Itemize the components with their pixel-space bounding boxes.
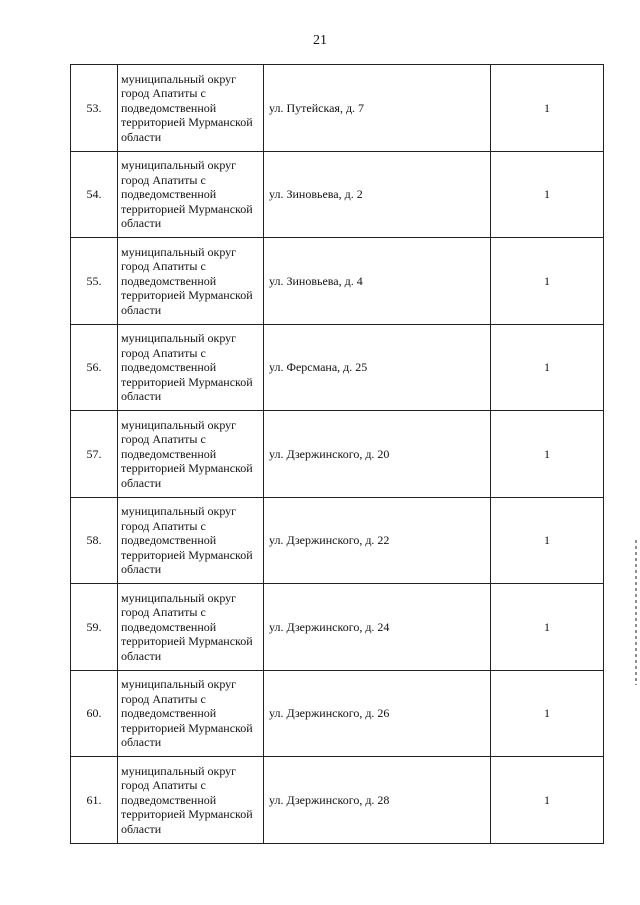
municipality-cell: муниципальный округ город Апатиты с подведомственной территорией Мурманской области [118,324,264,411]
municipality-cell: муниципальный округ город Апатиты с подведомственной территорией Мурманской области [118,65,264,152]
table-row [71,324,604,411]
table-row [71,151,604,238]
table-row [71,670,604,757]
quantity-cell: 1 [491,757,604,844]
municipality-cell: муниципальный округ город Апатиты с подведомственной территорией Мурманской области [118,584,264,671]
municipality-cell: муниципальный округ город Апатиты с подведомственной территорией Мурманской области [118,757,264,844]
address-cell: ул. Дзержинского, д. 22 [264,497,491,584]
quantity-cell: 1 [491,238,604,325]
row-number: 58. [71,497,118,584]
quantity-cell: 1 [491,497,604,584]
quantity-cell: 1 [491,670,604,757]
table-row [71,238,604,325]
row-number: 55. [71,238,118,325]
municipality-cell: муниципальный округ город Апатиты с подведомственной территорией Мурманской области [118,151,264,238]
scan-edge-mark [635,540,637,685]
municipality-cell: муниципальный округ город Апатиты с подведомственной территорией Мурманской области [118,670,264,757]
quantity-cell: 1 [491,151,604,238]
address-cell: ул. Дзержинского, д. 20 [264,411,491,498]
address-cell: ул. Зиновьева, д. 4 [264,238,491,325]
quantity-cell: 1 [491,584,604,671]
table-row [71,757,604,844]
municipality-cell: муниципальный округ город Апатиты с подведомственной территорией Мурманской области [118,411,264,498]
address-cell: ул. Ферсмана, д. 25 [264,324,491,411]
address-cell: ул. Дзержинского, д. 24 [264,584,491,671]
address-cell: ул. Дзержинского, д. 28 [264,757,491,844]
address-cell: ул. Зиновьева, д. 2 [264,151,491,238]
row-number: 61. [71,757,118,844]
table-row [71,65,604,152]
quantity-cell: 1 [491,65,604,152]
table-row [71,411,604,498]
row-number: 60. [71,670,118,757]
quantity-cell: 1 [491,324,604,411]
address-cell: ул. Дзержинского, д. 26 [264,670,491,757]
page-number: 21 [313,33,327,48]
row-number: 54. [71,151,118,238]
row-number: 56. [71,324,118,411]
registry-table [70,64,604,844]
municipality-cell: муниципальный округ город Апатиты с подведомственной территорией Мурманской области [118,497,264,584]
table-row [71,584,604,671]
address-cell: ул. Путейская, д. 7 [264,65,491,152]
row-number: 57. [71,411,118,498]
row-number: 59. [71,584,118,671]
row-number: 53. [71,65,118,152]
table-row [71,497,604,584]
quantity-cell: 1 [491,411,604,498]
municipality-cell: муниципальный округ город Апатиты с подведомственной территорией Мурманской области [118,238,264,325]
